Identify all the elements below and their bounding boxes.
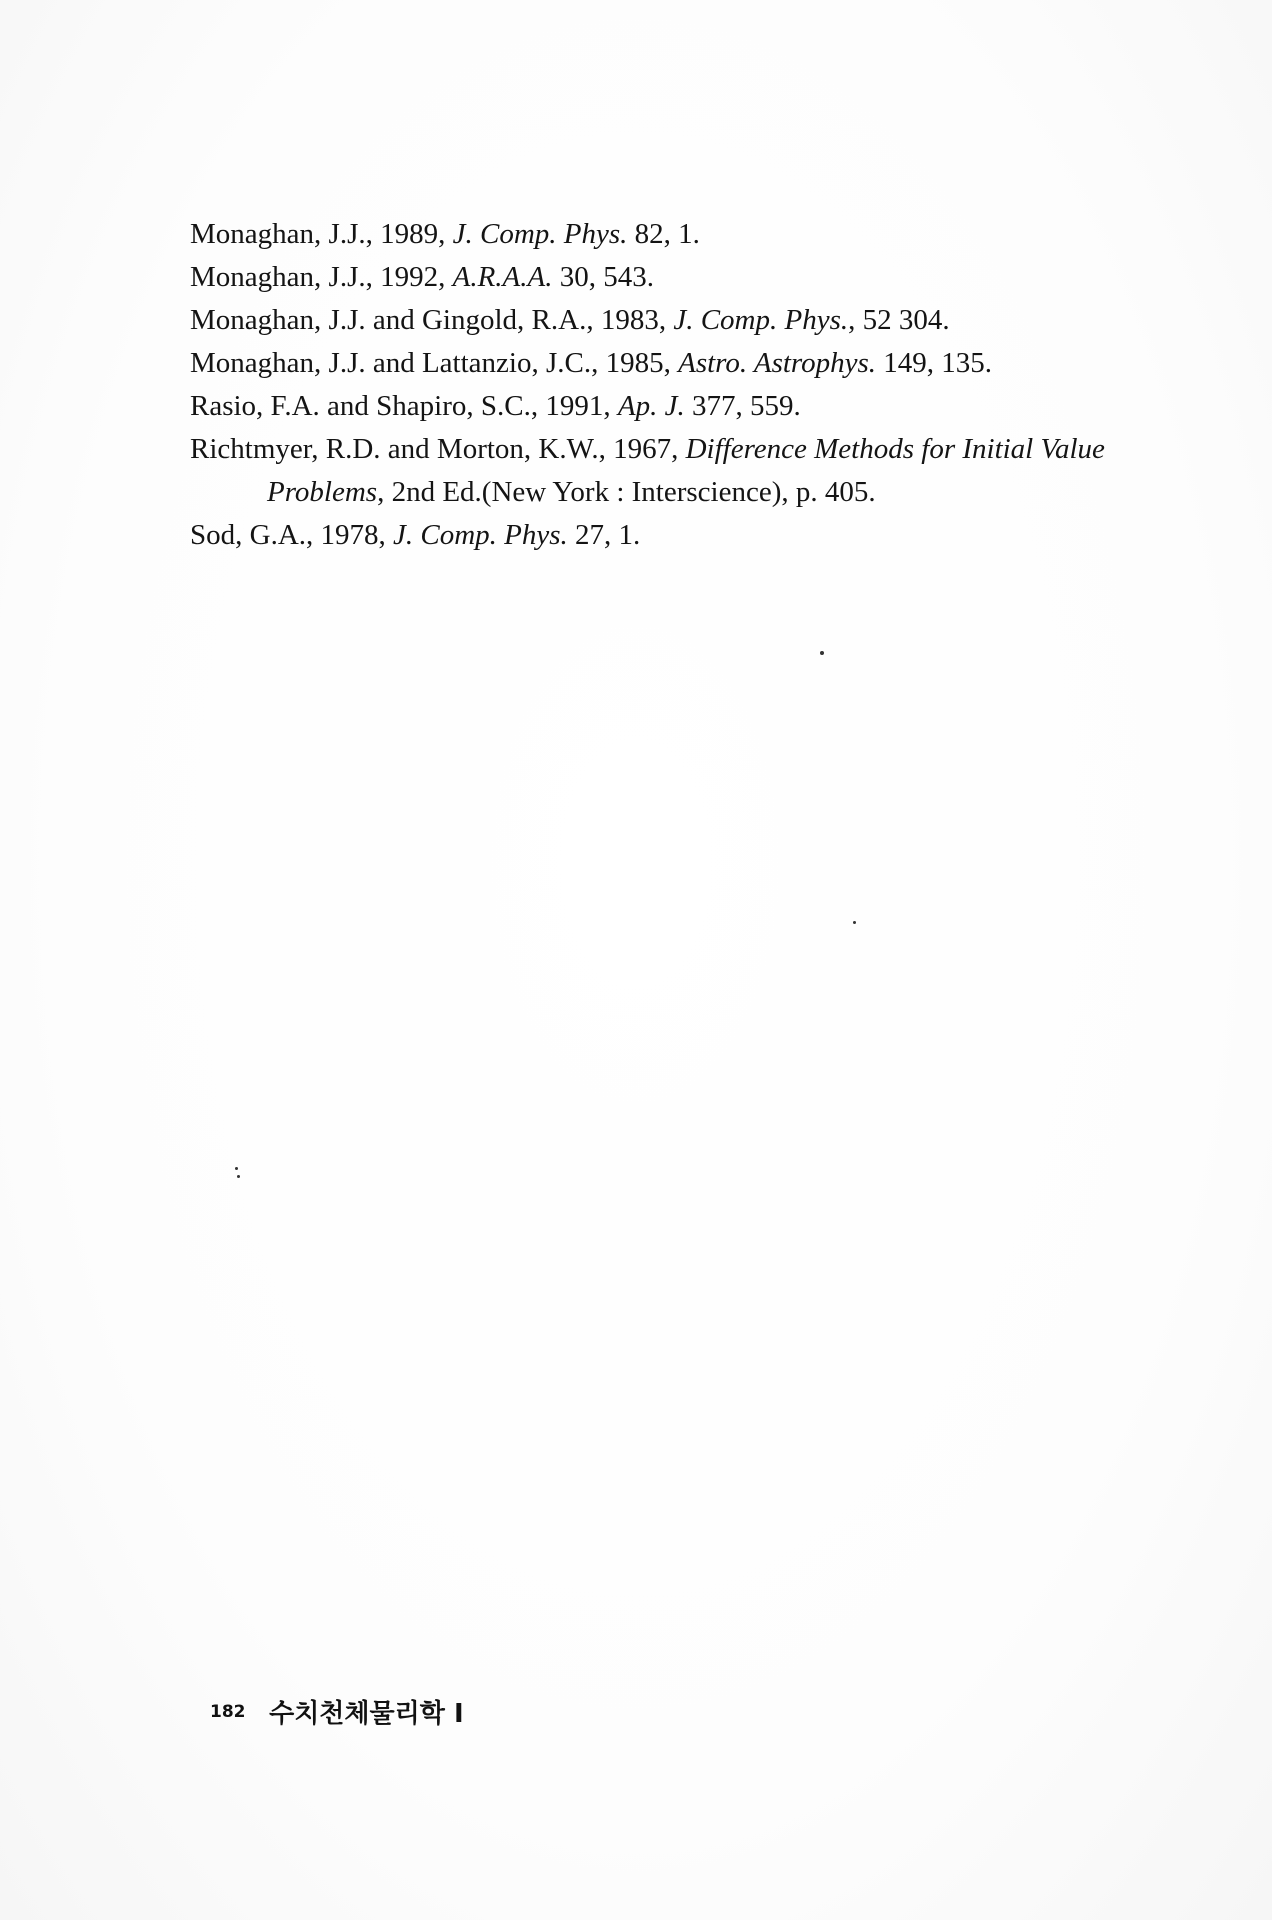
- reference-text-segment: Sod, G.A., 1978,: [190, 519, 394, 551]
- reference-italic-segment: A.R.A.A.: [452, 261, 553, 293]
- reference-entry: [190, 256, 1200, 299]
- stray-dot-mark: [237, 1175, 240, 1178]
- stray-dot-mark: [235, 1167, 238, 1170]
- reference-text-segment: , 52 304.: [848, 304, 950, 336]
- reference-italic-segment: Problems: [267, 476, 378, 508]
- page-number: 182: [210, 1701, 246, 1722]
- reference-text-segment: 27, 1.: [567, 519, 641, 551]
- reference-italic-segment: Difference Methods for Initial Value: [685, 433, 1105, 465]
- stray-dot-mark: [820, 651, 824, 655]
- reference-text-segment: Monaghan, J.J. and Lattanzio, J.C., 1985,: [190, 347, 679, 379]
- page-footer: [210, 1693, 464, 1730]
- reference-text-segment: Rasio, F.A. and Shapiro, S.C., 1991,: [190, 390, 618, 422]
- reference-italic-segment: Ap. J.: [617, 390, 685, 422]
- reference-italic-segment: J. Comp. Phys.: [673, 304, 849, 336]
- reference-italic-segment: J. Comp. Phys.: [393, 519, 568, 551]
- reference-entry: [190, 428, 1200, 471]
- reference-list: [190, 213, 1200, 557]
- reference-entry: [190, 385, 1200, 428]
- reference-text-segment: Monaghan, J.J., 1992,: [190, 261, 453, 293]
- reference-entry-continuation: [190, 471, 1200, 514]
- reference-text-segment: 82, 1.: [627, 218, 700, 250]
- reference-entry: [190, 299, 1200, 342]
- stray-dot-mark: [853, 921, 856, 924]
- reference-text-segment: 30, 543.: [552, 261, 654, 293]
- reference-entry: [190, 514, 1200, 557]
- reference-text-segment: 149, 135.: [876, 347, 993, 379]
- reference-text-segment: Richtmyer, R.D. and Morton, K.W., 1967,: [190, 433, 686, 465]
- reference-italic-segment: J. Comp. Phys.: [452, 218, 628, 250]
- reference-entry: [190, 213, 1200, 256]
- reference-text-segment: , 2nd Ed.(New York : Interscience), p. 405.: [377, 476, 876, 508]
- reference-text-segment: 377, 559.: [684, 390, 801, 422]
- reference-entry: [190, 342, 1200, 385]
- reference-text-segment: Monaghan, J.J., 1989,: [190, 218, 453, 250]
- book-title: 수치천체물리학 I: [269, 1699, 464, 1729]
- reference-italic-segment: Astro. Astrophys.: [678, 347, 877, 379]
- reference-text-segment: Monaghan, J.J. and Gingold, R.A., 1983,: [190, 304, 674, 336]
